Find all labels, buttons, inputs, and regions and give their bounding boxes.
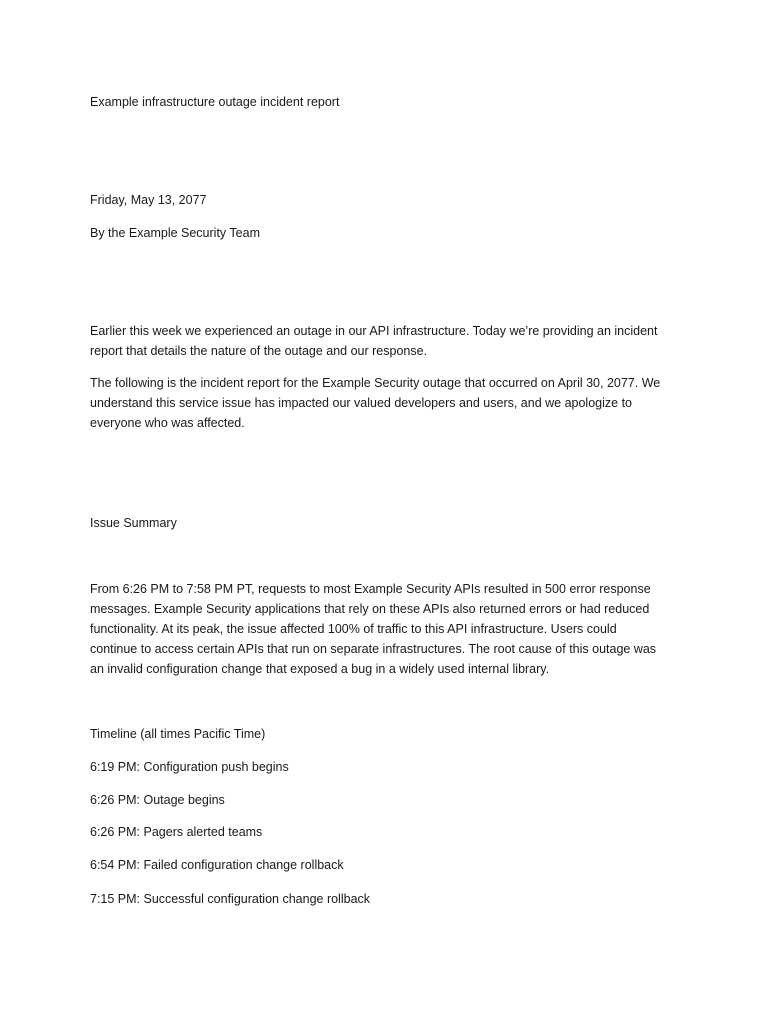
paragraph-line: Earlier this week we experienced an outage in our API infrastructure. Today we’re providing an incident xyxy=(90,324,658,338)
paragraph-line: The following is the incident report for the Example Security outage that occurred on April 30, 2077. We xyxy=(90,376,661,390)
timeline-item: 6:26 PM: Outage begins xyxy=(90,793,225,807)
issue-summary-paragraph xyxy=(90,579,690,679)
document-date: Friday, May 13, 2077 xyxy=(90,193,207,207)
paragraph-line: an invalid configuration change that exposed a bug in a widely used internal library. xyxy=(90,662,550,676)
document-title: Example infrastructure outage incident report xyxy=(90,95,340,109)
paragraph-line: continue to access certain APIs that run on separate infrastructures. The root cause of this outage was xyxy=(90,642,657,656)
document-byline: By the Example Security Team xyxy=(90,226,260,240)
paragraph-line: report that details the nature of the outage and our response. xyxy=(90,344,428,358)
paragraph-line: understand this service issue has impacted our valued developers and users, and we apologize to xyxy=(90,396,632,410)
paragraph-line: everyone who was affected. xyxy=(90,416,245,430)
intro-paragraph-1 xyxy=(90,321,690,361)
timeline-item: 6:19 PM: Configuration push begins xyxy=(90,760,289,774)
paragraph-line: functionality. At its peak, the issue affected 100% of traffic to this API infrastructure. Users could xyxy=(90,622,617,636)
paragraph-line: messages. Example Security applications that rely on these APIs also returned errors or had reduced xyxy=(90,602,650,616)
paragraph-line: From 6:26 PM to 7:58 PM PT, requests to most Example Security APIs resulted in 500 error response xyxy=(90,582,651,596)
timeline-item: 6:26 PM: Pagers alerted teams xyxy=(90,825,263,839)
timeline-item: 6:54 PM: Failed configuration change rollback xyxy=(90,858,344,872)
issue-summary-heading: Issue Summary xyxy=(90,516,177,530)
intro-paragraph-2 xyxy=(90,373,690,433)
timeline-item: 7:15 PM: Successful configuration change rollback xyxy=(90,892,371,906)
timeline-heading: Timeline (all times Pacific Time) xyxy=(90,727,266,741)
